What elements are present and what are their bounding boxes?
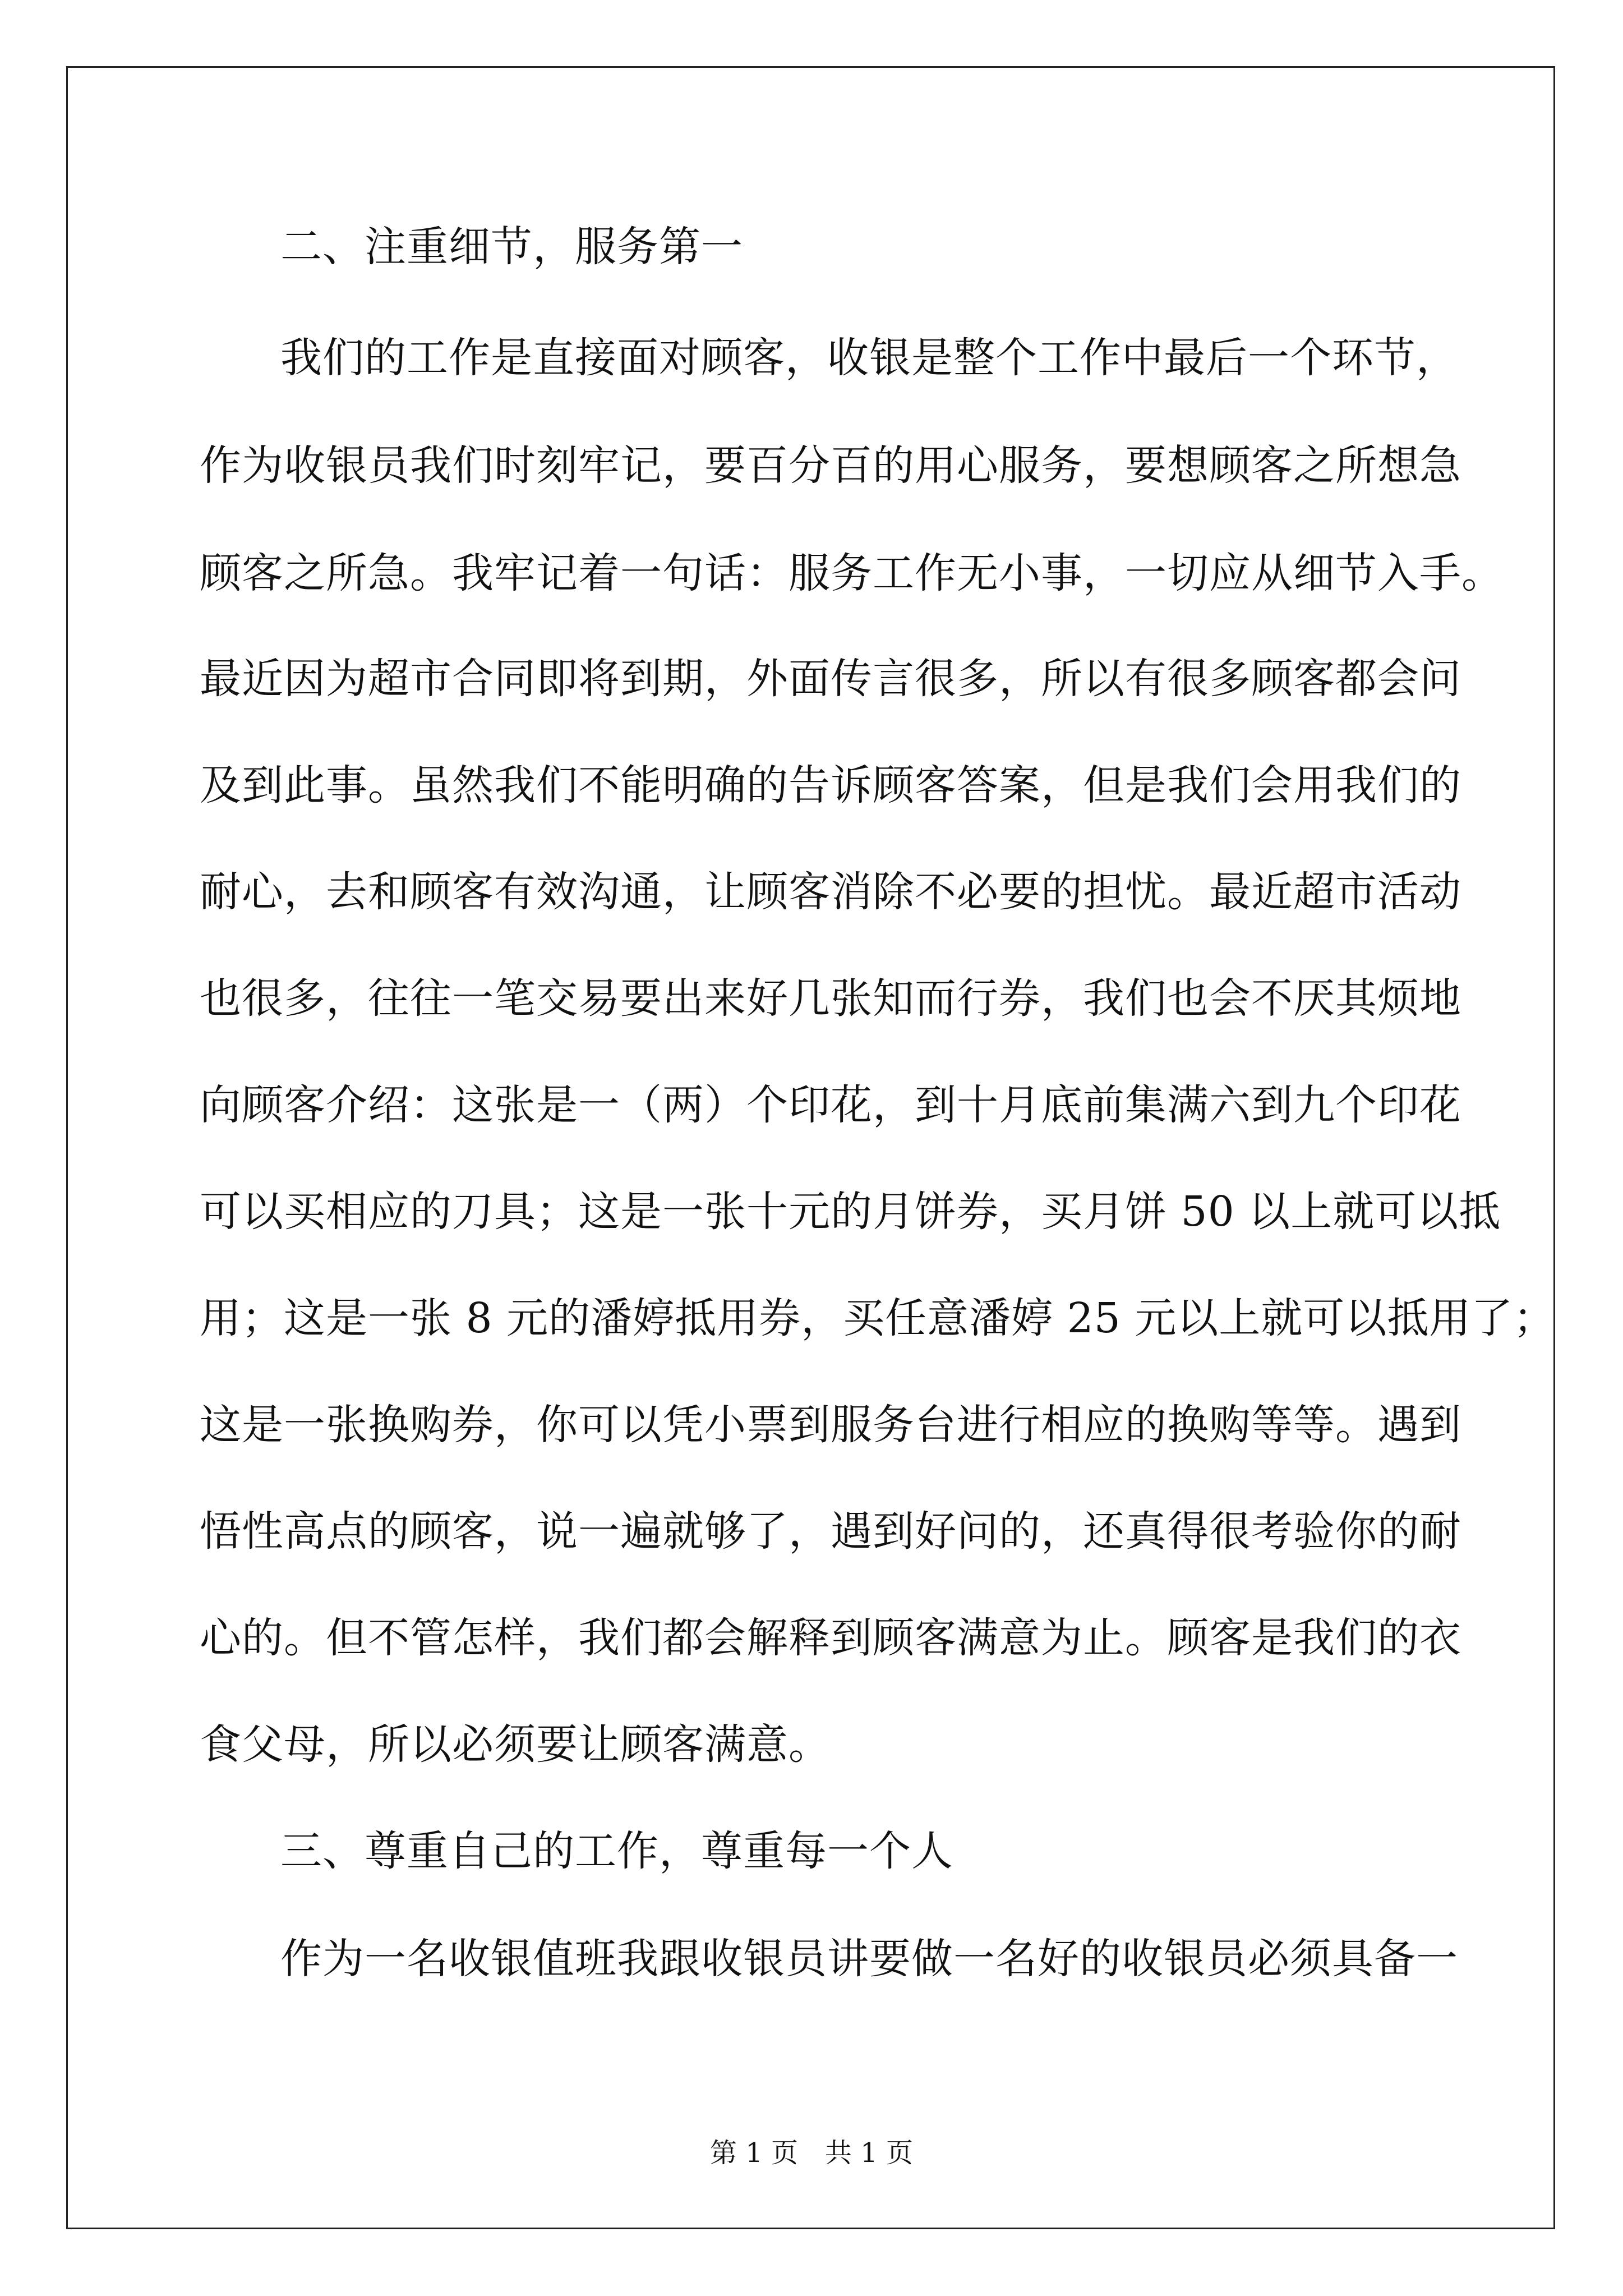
paragraph-line: 向顾客介绍：这张是一（两）个印花，到十月底前集满六到九个印花 xyxy=(200,1081,1461,1129)
paragraph-line: 也很多，往往一笔交易要出来好几张知而行券，我们也会不厌其烦地 xyxy=(200,974,1461,1023)
paragraph-line: 最近因为超市合同即将到期，外面传言很多，所以有很多顾客都会问 xyxy=(200,655,1461,703)
paragraph-line: 心的。但不管怎样，我们都会解释到顾客满意为止。顾客是我们的衣 xyxy=(200,1614,1461,1662)
paragraph-line: 食父母，所以必须要让顾客满意。 xyxy=(200,1720,831,1769)
paragraph-line: 作为一名收银值班我跟收银员讲要做一名好的收银员必须具备一 xyxy=(280,1935,1458,1983)
paragraph-line: 耐心，去和顾客有效沟通，让顾客消除不必要的担忧。最近超市活动 xyxy=(200,868,1461,916)
page-footer: 第 1 页 共 1 页 xyxy=(709,2137,914,2169)
paragraph-line: 这是一张换购券，你可以凭小票到服务台进行相应的换购等等。遇到 xyxy=(200,1401,1461,1449)
paragraph-line: 可以买相应的刀具；这是一张十元的月饼券，买月饼 50 以上就可以抵 xyxy=(200,1188,1501,1236)
paragraph-line: 及到此事。虽然我们不能明确的告诉顾客答案，但是我们会用我们的 xyxy=(200,761,1461,809)
paragraph-line: 用；这是一张 8 元的潘婷抵用券，买任意潘婷 25 元以上就可以抵用了； xyxy=(200,1294,1556,1342)
paragraph-line: 我们的工作是直接面对顾客，收银是整个工作中最后一个环节， xyxy=(280,334,1458,382)
section-heading-2: 二、注重细节，服务第一 xyxy=(280,223,743,271)
section-heading-3: 三、尊重自己的工作，尊重每一个人 xyxy=(280,1827,953,1875)
paragraph-line: 作为收银员我们时刻牢记，要百分百的用心服务，要想顾客之所想急 xyxy=(200,441,1461,490)
paragraph-line: 顾客之所急。我牢记着一句话：服务工作无小事，一切应从细节入手。 xyxy=(200,549,1504,597)
paragraph-line: 悟性高点的顾客，说一遍就够了，遇到好问的，还真得很考验你的耐 xyxy=(200,1507,1461,1556)
